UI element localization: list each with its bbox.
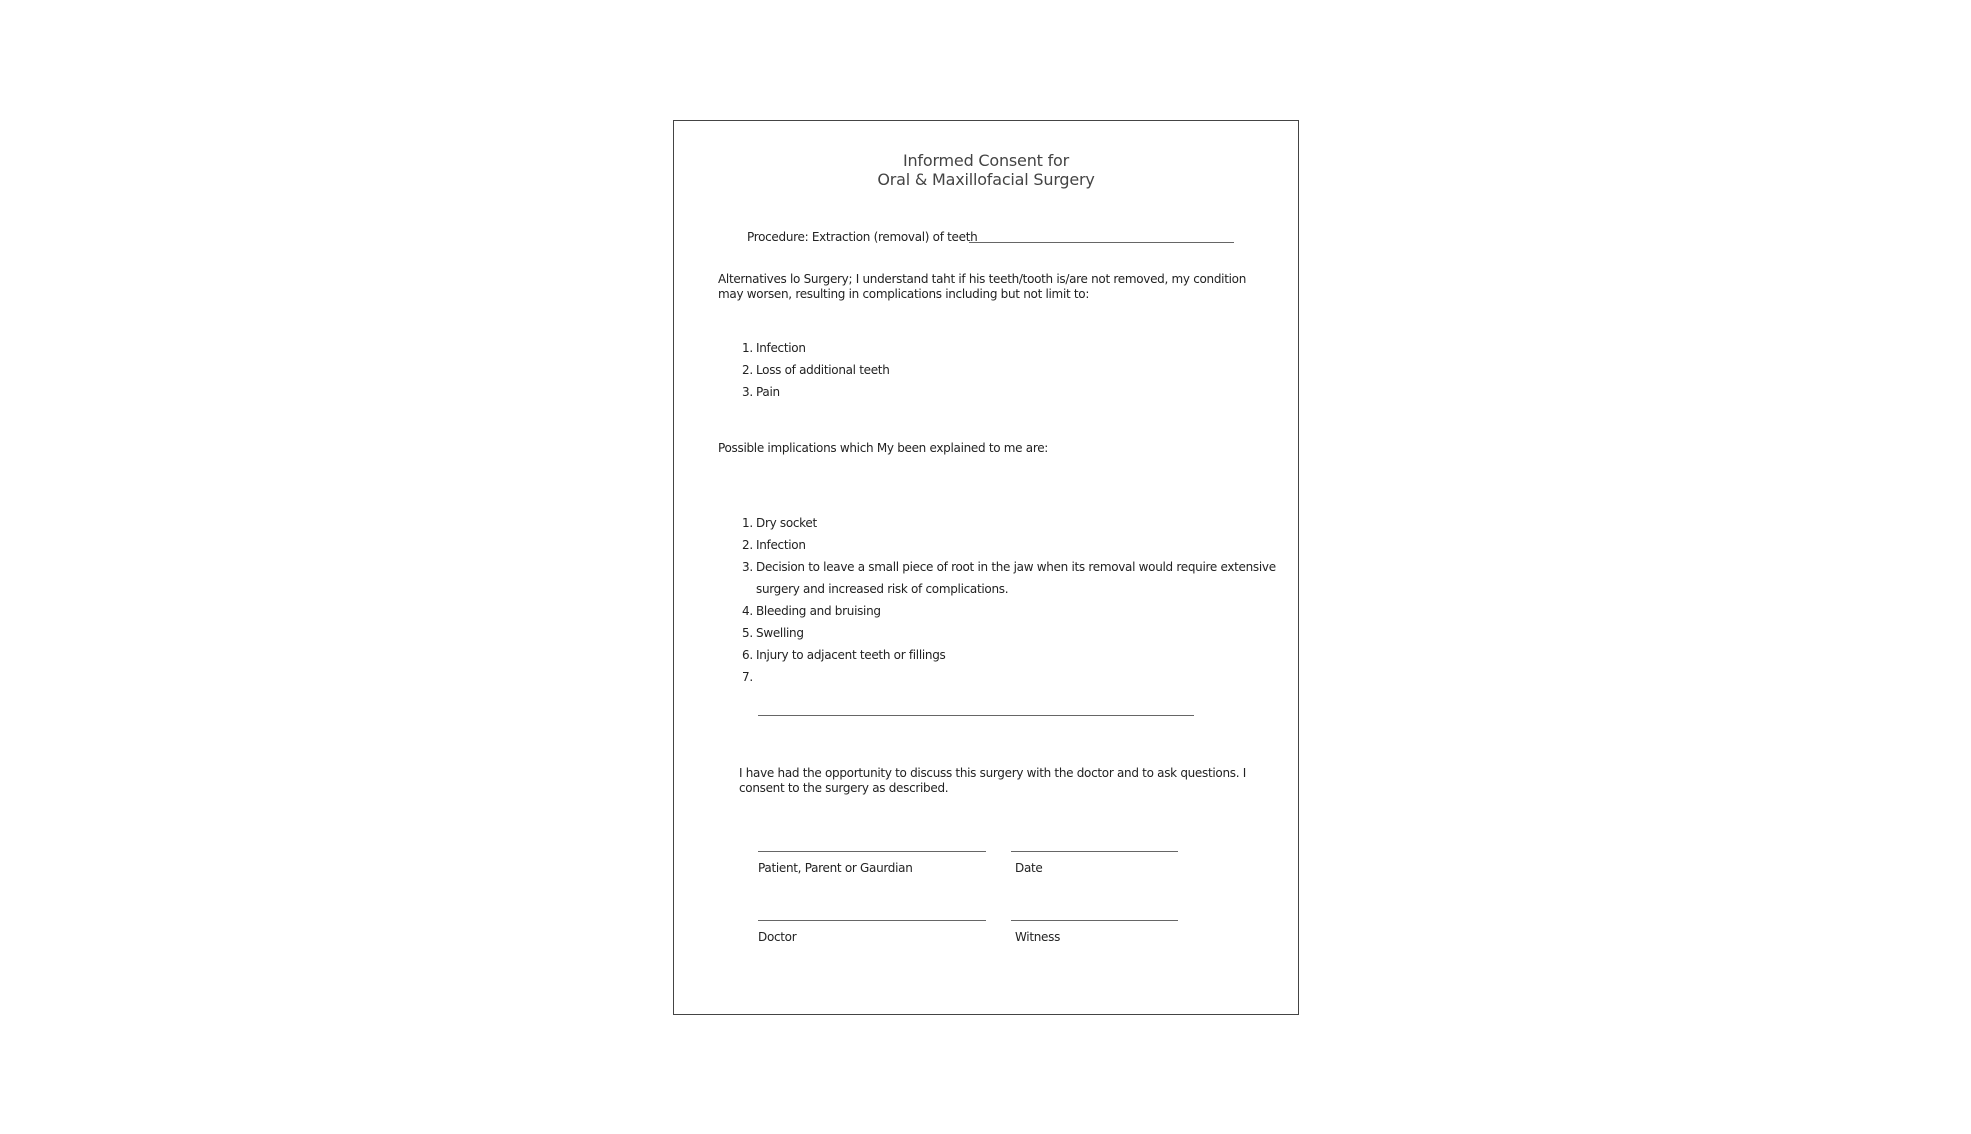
witness-signature-label: Witness [1015, 930, 1061, 944]
list-item: 7. [742, 670, 753, 684]
consent-paragraph: I have had the opportunity to discuss this surgery with the doctor and to ask questions. I consent to the surgery as described. [739, 766, 1246, 795]
alternatives-paragraph: Alternatives lo Surgery; I understand taht if his teeth/tooth is/are not removed, my condition may worsen, resulting in complications including but not limit to: [718, 272, 1246, 301]
list-item: 1. Infection [742, 341, 806, 355]
doctor-signature-line [758, 920, 986, 921]
patient-signature-label: Patient, Parent or Gaurdian [758, 861, 913, 875]
form-title-line-2: Oral & Maxillofacial Surgery [877, 170, 1095, 189]
list-item: 5. Swelling [742, 626, 804, 640]
procedure-blank-line [969, 242, 1234, 243]
date-signature-line [1011, 851, 1178, 852]
form-title-line-1: Informed Consent for [902, 151, 1070, 170]
additional-implication-blank-line [758, 715, 1194, 716]
doctor-signature-label: Doctor [758, 930, 797, 944]
list-item: 4. Bleeding and bruising [742, 604, 881, 618]
list-item-continuation: surgery and increased risk of complications. [756, 582, 1009, 596]
implications-heading: Possible implications which My been explained to me are: [718, 441, 1049, 455]
patient-signature-line [758, 851, 986, 852]
list-item: 6. Injury to adjacent teeth or fillings [742, 648, 946, 662]
witness-signature-line [1011, 920, 1178, 921]
consent-form-page [673, 120, 1299, 1015]
list-item: 3. Pain [742, 385, 780, 399]
list-item: 2. Infection [742, 538, 806, 552]
list-item: 3. Decision to leave a small piece of root in the jaw when its removal would require extensive [742, 560, 1276, 574]
procedure-label: Procedure: Extraction (removal) of teeth [747, 230, 978, 244]
date-signature-label: Date [1015, 861, 1043, 875]
list-item: 2. Loss of additional teeth [742, 363, 890, 377]
list-item: 1. Dry socket [742, 516, 817, 530]
